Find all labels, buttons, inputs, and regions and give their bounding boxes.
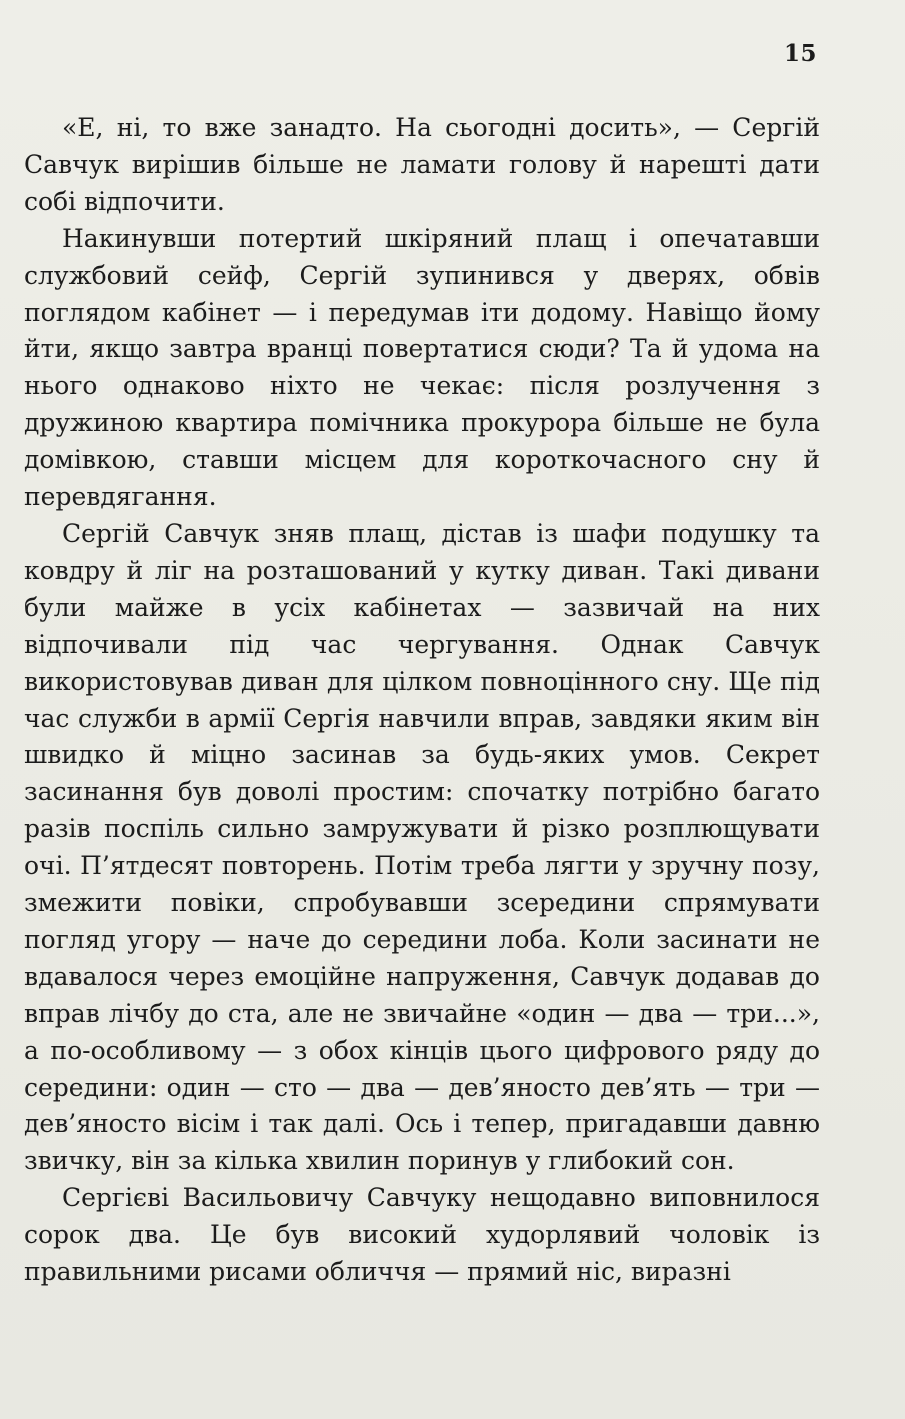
page-number: 15 xyxy=(783,40,817,67)
paragraph-4: Сергієві Васильовичу Савчуку нещодавно виповнилося сорок два. Це був високий худорлявий чоловік із правильними рисами обличчя — прямий ніс, виразні xyxy=(24,1183,820,1287)
paragraph-2: Накинувши потертий шкіряний плащ і опечатавши службовий сейф, Сергій зупинився у дверях, обвів поглядом кабінет — і передумав іти додому. Навіщо йому йти, якщо завтра вранці повертатися сюди? Та й удома на нього однаково ніхто не чекає: після розлучення з дружиною квартира помічника прокурора більше не була домівкою, ставши місцем для короткочасного сну й перевдягання. xyxy=(24,223,820,512)
paragraph-1: «Е, ні, то вже занадто. На сьогодні досить», — Сергій Савчук вирішив більше не ламати голову й нарешті дати собі відпочити. xyxy=(24,113,820,216)
body-text xyxy=(24,110,820,1291)
paragraph-3: Сергій Савчук зняв плащ, дістав із шафи подушку та ковдру й ліг на розташований у кутку диван. Такі дивани були майже в усіх кабінетах — зазвичай на них відпочивали під час чергування. Однак Савчук використовував диван для цілком повноцінного сну. Ще під час служби в армії Сергія навчили вправ, завдяки яким він швидко й міцно засинав за будь-яких умов. Секрет засинання був доволі простим: спочатку потрібно багато разів поспіль сильно замружувати й різко розплющувати очі. П’ятдесят повторень. Потім треба лягти у зручну позу, змежити повіки, спробувавши зсередини спрямувати погляд угору — наче до середини лоба. Коли засинати не вдавалося через емоційне напруження, Савчук додавав до вправ лічбу до ста, але не звичайне «один — два — три...», а по-особливому — з обох кінців цього цифрового ряду до середини: один — сто — два — дев’яносто дев’ять — три — дев’яносто вісім і так далі. Ось і тепер, пригадавши давню звичку, він за кілька хвилин поринув у глибокий сон. xyxy=(24,518,820,1176)
